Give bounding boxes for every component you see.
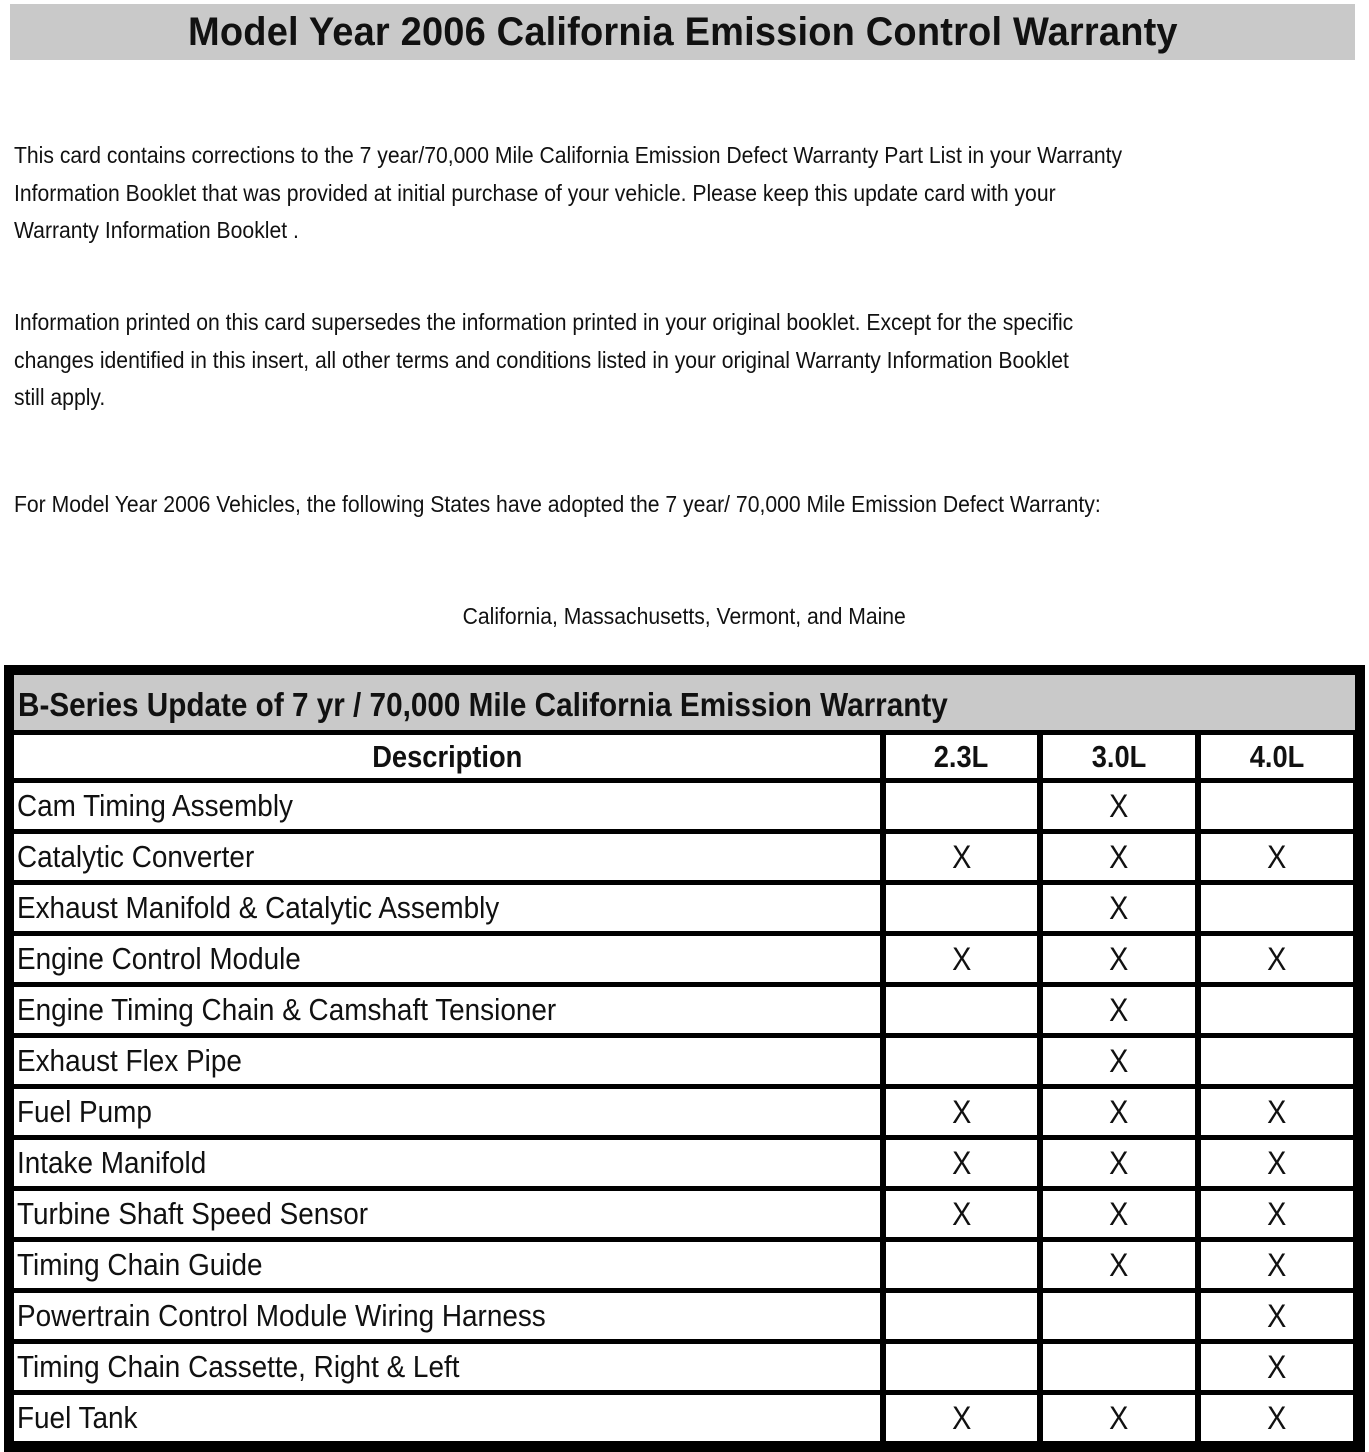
row-description bbox=[14, 987, 880, 1033]
part-name: Timing Chain Guide bbox=[17, 1247, 263, 1282]
row-engine-mark bbox=[1043, 885, 1195, 931]
row-engine-mark bbox=[1043, 987, 1195, 1033]
row-engine-mark bbox=[1201, 987, 1353, 1033]
part-name: Powertrain Control Module Wiring Harness bbox=[17, 1298, 546, 1333]
intro-paragraph bbox=[14, 137, 1355, 250]
row-engine-mark bbox=[1043, 1293, 1195, 1339]
coverage-mark: X bbox=[1109, 889, 1129, 926]
row-engine-mark bbox=[886, 885, 1037, 931]
coverage-mark: X bbox=[1267, 940, 1287, 977]
title-banner bbox=[10, 4, 1355, 60]
coverage-mark: X bbox=[1109, 787, 1129, 824]
coverage-mark: X bbox=[951, 1144, 972, 1181]
row-engine-mark bbox=[886, 1089, 1037, 1135]
table-title bbox=[14, 675, 1355, 730]
part-name: Exhaust Manifold & Catalytic Assembly bbox=[17, 890, 500, 925]
row-description bbox=[14, 1191, 880, 1237]
row-engine-mark bbox=[1201, 936, 1353, 982]
part-name: Fuel Tank bbox=[17, 1400, 138, 1435]
supersede-paragraph bbox=[14, 304, 1355, 417]
row-engine-mark bbox=[1043, 783, 1195, 829]
row-engine-mark bbox=[1043, 1191, 1195, 1237]
coverage-mark: X bbox=[1109, 940, 1129, 977]
coverage-mark: X bbox=[951, 1093, 972, 1130]
coverage-mark: X bbox=[1109, 1399, 1129, 1436]
coverage-mark: X bbox=[1267, 1195, 1287, 1232]
part-name: Exhaust Flex Pipe bbox=[17, 1043, 242, 1078]
row-engine-mark bbox=[1043, 1344, 1195, 1390]
part-name: Timing Chain Cassette, Right & Left bbox=[17, 1349, 460, 1384]
coverage-mark: X bbox=[1109, 1093, 1129, 1130]
row-description bbox=[14, 1242, 880, 1288]
supersede-line-1: Information printed on this card supersedes the information printed in your original booklet. Except for the specific bbox=[14, 309, 1074, 335]
header-label: Description bbox=[371, 738, 523, 774]
row-engine-mark bbox=[886, 987, 1037, 1033]
row-engine-mark bbox=[1043, 1242, 1195, 1288]
row-description bbox=[14, 834, 880, 880]
intro-line-3: Warranty Information Booklet . bbox=[14, 217, 299, 243]
row-engine-mark bbox=[1201, 885, 1353, 931]
page-title: Model Year 2006 California Emission Control Warranty bbox=[187, 9, 1178, 54]
row-engine-mark bbox=[1043, 1089, 1195, 1135]
coverage-mark: X bbox=[951, 1195, 972, 1232]
part-name: Intake Manifold bbox=[17, 1145, 207, 1180]
table-title-text: B-Series Update of 7 yr / 70,000 Mile California Emission Warranty bbox=[18, 686, 948, 723]
row-engine-mark bbox=[1043, 1395, 1195, 1441]
row-engine-mark bbox=[886, 783, 1037, 829]
coverage-mark: X bbox=[1267, 1348, 1287, 1385]
coverage-mark: X bbox=[1267, 1246, 1287, 1283]
part-name: Catalytic Converter bbox=[17, 839, 255, 874]
intro-line-1: This card contains corrections to the 7 year/70,000 Mile California Emission Defect Warranty Part List in your Warranty bbox=[14, 142, 1123, 168]
part-name: Engine Timing Chain & Camshaft Tensioner bbox=[17, 992, 557, 1027]
row-engine-mark bbox=[1201, 1089, 1353, 1135]
coverage-mark: X bbox=[1109, 838, 1129, 875]
warranty-table bbox=[4, 665, 1365, 1452]
supersede-line-3: still apply. bbox=[14, 384, 106, 410]
intro-line-2: Information Booklet that was provided at initial purchase of your vehicle. Please keep this update card with your bbox=[14, 179, 1056, 206]
header-3-0l bbox=[1043, 735, 1195, 778]
part-name: Turbine Shaft Speed Sensor bbox=[17, 1196, 369, 1231]
row-engine-mark bbox=[886, 834, 1037, 880]
row-engine-mark bbox=[1201, 1140, 1353, 1186]
header-description bbox=[14, 735, 880, 778]
coverage-mark: X bbox=[1267, 1297, 1287, 1334]
row-engine-mark bbox=[1201, 783, 1353, 829]
coverage-mark: X bbox=[1109, 1144, 1129, 1181]
header-4-0l bbox=[1201, 735, 1353, 778]
row-engine-mark bbox=[1201, 1038, 1353, 1084]
supersede-line-2: changes identified in this insert, all other terms and conditions listed in your original Warranty Information Booklet bbox=[14, 346, 1069, 373]
coverage-mark: X bbox=[1267, 1144, 1287, 1181]
row-engine-mark bbox=[1201, 1395, 1353, 1441]
header-label: 4.0L bbox=[1249, 738, 1305, 774]
row-description bbox=[14, 1089, 880, 1135]
row-description bbox=[14, 1344, 880, 1390]
row-description bbox=[14, 1293, 880, 1339]
row-engine-mark bbox=[1043, 936, 1195, 982]
row-description bbox=[14, 1395, 880, 1441]
header-label: 2.3L bbox=[934, 738, 989, 774]
part-name: Fuel Pump bbox=[17, 1094, 152, 1129]
coverage-mark: X bbox=[1109, 1246, 1129, 1283]
header-label: 3.0L bbox=[1091, 738, 1147, 774]
coverage-mark: X bbox=[1109, 1042, 1129, 1079]
header-2-3l bbox=[886, 735, 1037, 778]
coverage-mark: X bbox=[1267, 838, 1287, 875]
row-engine-mark bbox=[1043, 1038, 1195, 1084]
row-engine-mark bbox=[1201, 834, 1353, 880]
row-description bbox=[14, 885, 880, 931]
row-description bbox=[14, 783, 880, 829]
row-engine-mark bbox=[1201, 1191, 1353, 1237]
row-engine-mark bbox=[886, 1038, 1037, 1084]
row-engine-mark bbox=[886, 936, 1037, 982]
coverage-mark: X bbox=[1267, 1399, 1287, 1436]
row-engine-mark bbox=[886, 1395, 1037, 1441]
coverage-mark: X bbox=[1109, 991, 1129, 1028]
row-engine-mark bbox=[886, 1344, 1037, 1390]
coverage-mark: X bbox=[951, 940, 972, 977]
row-description bbox=[14, 936, 880, 982]
row-engine-mark bbox=[1201, 1242, 1353, 1288]
row-engine-mark bbox=[886, 1191, 1037, 1237]
states-text: California, Massachusetts, Vermont, and Maine bbox=[462, 603, 907, 629]
row-engine-mark bbox=[886, 1140, 1037, 1186]
states-intro-paragraph bbox=[14, 486, 1355, 524]
part-name: Cam Timing Assembly bbox=[17, 788, 293, 823]
row-engine-mark bbox=[886, 1242, 1037, 1288]
row-description bbox=[14, 1140, 880, 1186]
states-intro-line: For Model Year 2006 Vehicles, the following States have adopted the 7 year/ 70,000 Mile Emission Defect Warranty: bbox=[14, 491, 1101, 517]
coverage-mark: X bbox=[951, 1399, 972, 1436]
states-list bbox=[0, 598, 1369, 635]
row-engine-mark bbox=[1201, 1344, 1353, 1390]
coverage-mark: X bbox=[1267, 1093, 1287, 1130]
coverage-mark: X bbox=[951, 838, 972, 875]
row-engine-mark bbox=[1043, 834, 1195, 880]
row-engine-mark bbox=[886, 1293, 1037, 1339]
coverage-mark: X bbox=[1109, 1195, 1129, 1232]
row-engine-mark bbox=[1201, 1293, 1353, 1339]
row-engine-mark bbox=[1043, 1140, 1195, 1186]
row-description bbox=[14, 1038, 880, 1084]
table-grid bbox=[14, 735, 1355, 1441]
part-name: Engine Control Module bbox=[17, 941, 301, 976]
